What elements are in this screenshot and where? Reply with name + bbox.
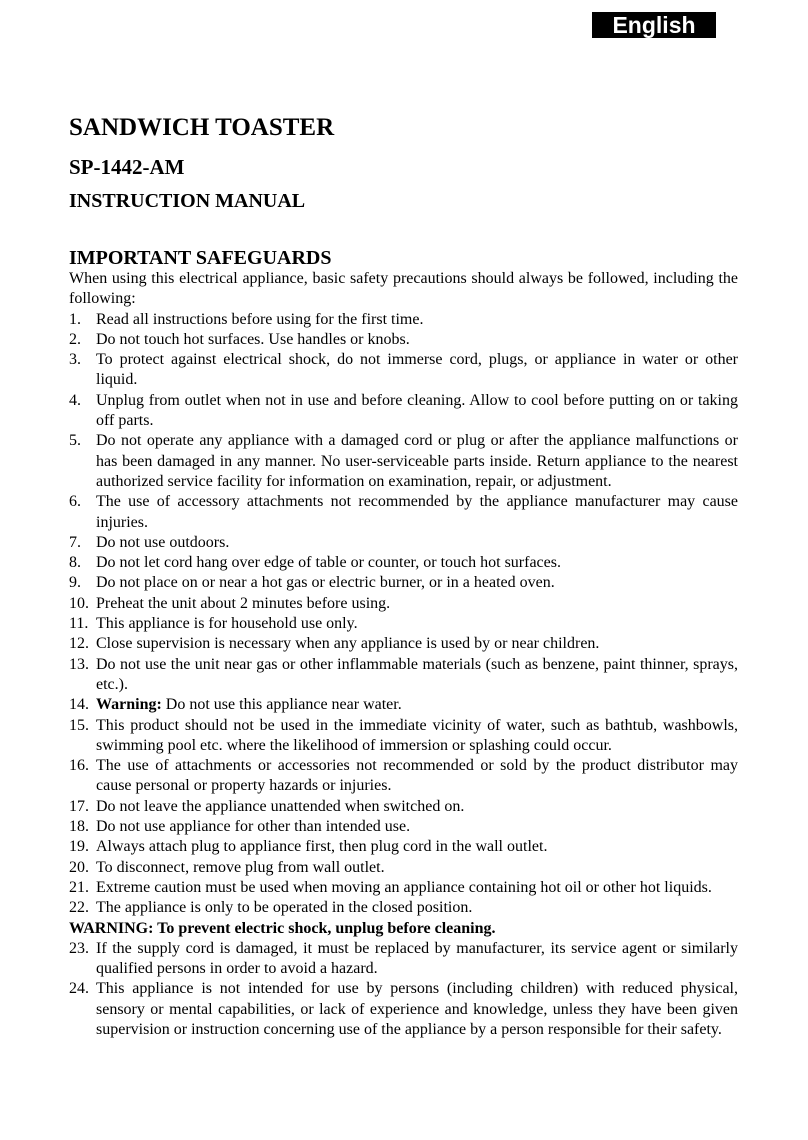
safeguard-item — [69, 431, 738, 492]
item-text: Do not use the unit near gas or other inflammable materials (such as benzene, paint thinner, sprays, etc.). — [96, 655, 738, 693]
item-number: 6. — [69, 493, 81, 511]
item-text: Read all instructions before using for the first time. — [96, 310, 424, 328]
safeguard-item — [69, 594, 738, 614]
language-tab: English — [592, 12, 716, 38]
item-text: This appliance is for household use only. — [96, 615, 358, 633]
item-number: 23. — [69, 939, 89, 957]
item-number: 8. — [69, 554, 81, 572]
safeguard-item — [69, 858, 738, 878]
item-number: 19. — [69, 838, 89, 856]
safeguard-item — [69, 898, 738, 918]
item-text: The appliance is only to be operated in the closed position. — [96, 899, 473, 917]
safeguard-item — [69, 350, 738, 391]
safeguard-item — [69, 979, 738, 1040]
item-number: 12. — [69, 635, 89, 653]
item-text: To disconnect, remove plug from wall outlet. — [96, 858, 385, 876]
item-text: Do not operate any appliance with a damaged cord or plug or after the appliance malfunctions or has been damaged in any manner. No user-serviceable parts inside. Return appliance to the nearest authorized service facility for information on examination, repair, or adjustment. — [96, 432, 738, 490]
item-text: Extreme caution must be used when moving an appliance containing hot oil or other hot liquids. — [96, 878, 712, 896]
item-text: Do not use this appliance near water. — [161, 696, 402, 714]
safeguards-list — [69, 310, 738, 919]
item-number: 16. — [69, 757, 89, 775]
item-number: 15. — [69, 716, 89, 734]
safeguard-item — [69, 553, 738, 573]
warning-label: Warning: — [96, 696, 162, 714]
item-text: Do not use appliance for other than intended use. — [96, 818, 411, 836]
item-number: 11. — [69, 615, 89, 633]
item-number: 18. — [69, 818, 89, 836]
item-text: Do not let cord hang over edge of table or counter, or touch hot surfaces. — [96, 554, 561, 572]
item-text: Unplug from outlet when not in use and before cleaning. Allow to cool before putting on or taking off parts. — [96, 391, 738, 430]
safeguard-item — [69, 797, 738, 817]
item-number: 20. — [69, 858, 89, 876]
item-text: This product should not be used in the immediate vicinity of water, such as bathtub, washbowls, swimming pool etc. where the likelihood of immersion or splashing could occur. — [96, 716, 738, 754]
item-number: 1. — [69, 310, 81, 328]
safeguards-list-continued — [69, 939, 738, 1040]
item-number: 10. — [69, 594, 89, 612]
item-number: 24. — [69, 980, 89, 998]
item-text: This appliance is not intended for use by persons (including children) with reduced physical, sensory or mental capabilities, or lack of experience and knowledge, unless they have been given supervision or instruction concerning use of the appliance by a person responsible for their safety. — [96, 980, 738, 1038]
item-number: 7. — [69, 533, 81, 551]
safeguard-item — [69, 533, 738, 553]
item-number: 13. — [69, 655, 89, 673]
safeguard-item — [69, 310, 738, 330]
safeguard-item — [69, 695, 738, 715]
item-number: 3. — [69, 351, 81, 369]
safeguard-item — [69, 330, 738, 350]
item-number: 22. — [69, 899, 89, 917]
item-text: Preheat the unit about 2 minutes before using. — [96, 594, 391, 612]
safeguards-intro: When using this electrical appliance, basic safety precautions should always be followed, including the following: — [69, 270, 738, 308]
item-text: To protect against electrical shock, do not immerse cord, plugs, or appliance in water or other liquid. — [96, 351, 738, 389]
safeguard-item — [69, 878, 738, 898]
item-number: 21. — [69, 878, 89, 896]
item-text: Do not touch hot surfaces. Use handles or knobs. — [96, 330, 410, 348]
safeguard-item — [69, 655, 738, 696]
safeguard-item — [69, 573, 738, 593]
safeguard-item — [69, 817, 738, 837]
safeguards-heading: IMPORTANT SAFEGUARDS — [69, 247, 332, 269]
safeguard-item — [69, 492, 738, 533]
item-number: 9. — [69, 574, 81, 592]
item-number: 2. — [69, 330, 81, 348]
item-number: 5. — [69, 432, 81, 450]
item-text: Close supervision is necessary when any appliance is used by or near children. — [96, 635, 600, 653]
safeguard-item — [69, 716, 738, 757]
item-number: 17. — [69, 797, 89, 815]
item-text: The use of accessory attachments not recommended by the appliance manufacturer may cause injuries. — [96, 493, 738, 531]
safeguard-item — [69, 391, 738, 432]
item-text: If the supply cord is damaged, it must be replaced by manufacturer, its service agent or similarly qualified persons in order to avoid a hazard. — [96, 939, 738, 978]
safeguard-item — [69, 634, 738, 654]
manual-heading: INSTRUCTION MANUAL — [69, 190, 306, 212]
item-text: Always attach plug to appliance first, then plug cord in the wall outlet. — [96, 838, 548, 856]
item-text: Do not use outdoors. — [96, 533, 230, 551]
item-text: Do not place on or near a hot gas or electric burner, or in a heated oven. — [96, 574, 555, 592]
safeguard-item — [69, 837, 738, 857]
safeguard-item — [69, 756, 738, 797]
item-number: 4. — [69, 391, 81, 409]
item-text: Do not leave the appliance unattended when switched on. — [96, 797, 465, 815]
item-number: 14. — [69, 696, 89, 714]
safeguard-item — [69, 614, 738, 634]
cleaning-warning: WARNING: To prevent electric shock, unplug before cleaning. — [69, 919, 496, 937]
safeguards-section — [69, 269, 738, 1040]
safeguard-item — [69, 939, 738, 980]
item-text: The use of attachments or accessories not recommended or sold by the product distributor may cause personal or property hazards or injuries. — [96, 757, 738, 795]
document-title: SANDWICH TOASTER — [69, 114, 335, 141]
model-number: SP-1442-AM — [69, 155, 185, 179]
